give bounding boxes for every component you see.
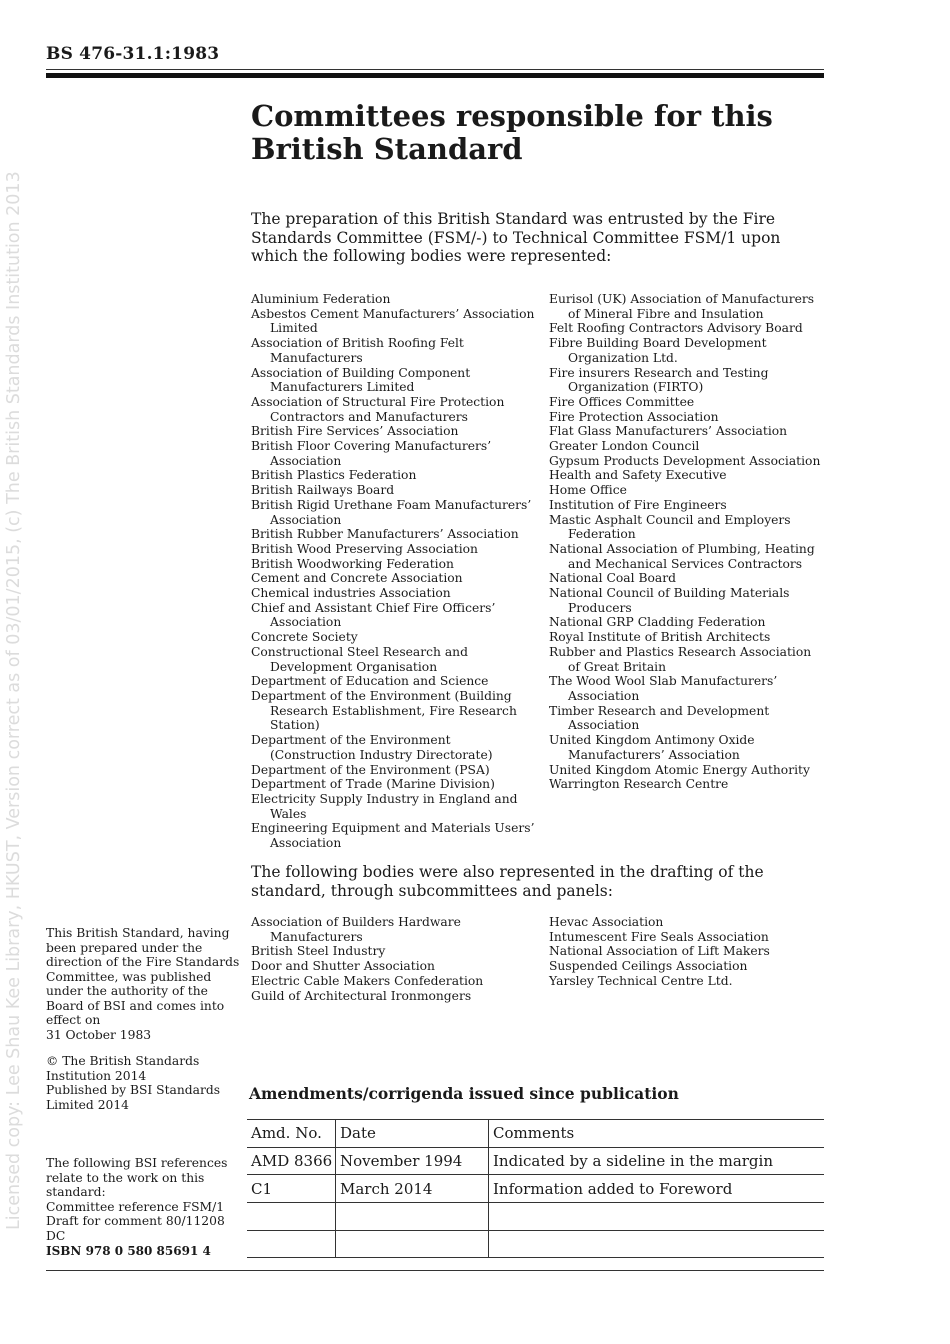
list-item: National GRP Cladding Federation [549, 615, 766, 630]
committee-reference: Committee reference FSM/1 [46, 1199, 225, 1214]
header-comments: Comments [489, 1120, 825, 1148]
list-item: Department of the Environment (PSA) [251, 762, 490, 777]
bsi-references [46, 1156, 244, 1243]
list-item: Electricity Supply Industry in England and Wales [251, 791, 518, 821]
list-item: Fire Protection Association [549, 409, 719, 424]
list-item: Department of Education and Science [251, 674, 489, 689]
date-cell [336, 1230, 489, 1258]
table-row [247, 1203, 824, 1231]
isbn: ISBN 978 0 580 85691 4 [46, 1244, 211, 1258]
draft-reference: Draft for comment 80/11208 DC [46, 1214, 225, 1243]
date-cell: March 2014 [336, 1175, 489, 1203]
list-item: Association of Building Component Manufacturers Limited [251, 365, 471, 395]
list-item: Eurisol (UK) Association of Manufacturers of Mineral Fibre and Insulation [549, 292, 815, 321]
list-item: Warrington Research Centre [549, 777, 729, 792]
list-item: Greater London Council [549, 439, 700, 454]
list-item: Institution of Fire Engineers [549, 497, 727, 512]
list-item: Constructional Steel Research and Development Organisation [251, 644, 468, 674]
amd-no-cell [247, 1230, 336, 1258]
list-item: Concrete Society [251, 630, 358, 645]
table-row [247, 1230, 824, 1258]
bodies-list-right [549, 292, 824, 792]
header-date: Date [336, 1120, 489, 1148]
list-item: Asbestos Cement Manufacturers’ Association Limited [251, 306, 535, 336]
amd-no-cell [247, 1203, 336, 1231]
list-item: Department of the Environment (Building Research Establishment, Fire Research Station) [251, 688, 517, 733]
list-item: Association of Structural Fire Protection Contractors and Manufacturers [251, 394, 505, 424]
list-item: Department of the Environment (Construction Industry Directorate) [251, 733, 493, 762]
list-item: Yarsley Technical Centre Ltd. [549, 973, 733, 988]
copyright-line: © The British Standards Institution 2014 [46, 1054, 200, 1083]
table-row [247, 1175, 824, 1203]
list-item: National Council of Building Materials Producers [549, 586, 790, 615]
list-item: The Wood Wool Slab Manufacturers’ Association [549, 674, 778, 703]
list-item: Flat Glass Manufacturers’ Association [549, 424, 788, 439]
subcommittee-bodies-right [549, 915, 824, 989]
amd-no-cell: C1 [247, 1175, 336, 1203]
list-item: Home Office [549, 483, 627, 498]
page-title-line-1: Committees responsible for this [251, 99, 773, 133]
list-item: British Floor Covering Manufacturers’ Association [251, 439, 492, 468]
list-item: Hevac Association [549, 915, 664, 929]
list-item: United Kingdom Atomic Energy Authority [549, 762, 810, 777]
license-watermark: Licensed copy: Lee Shau Kee Library, HKUST, Version correct as of 03/01/2015, (c) The British Standards Institution 2013 [4, 171, 24, 1230]
list-item: British Railways Board [251, 483, 395, 498]
list-item: British Woodworking Federation [251, 556, 454, 571]
header-thin-rule [46, 69, 824, 70]
list-item: British Rubber Manufacturers’ Association [251, 527, 519, 542]
list-item: National Coal Board [549, 571, 676, 586]
date-cell: November 1994 [336, 1147, 489, 1175]
list-item: Door and Shutter Association [251, 959, 435, 974]
publication-note-text: This British Standard, having been prepared under the direction of the Fire Standards Committee, was published under the authority of the Board of BSI and comes into effect on [46, 926, 240, 1027]
intro-paragraph: The preparation of this British Standard was entrusted by the Fire Standards Committee (FSM/-) to Technical Committee FSM/1 upon which the following bodies were represented: [251, 210, 781, 265]
list-item: Association of British Roofing Felt Manufacturers [251, 336, 464, 365]
list-item: United Kingdom Antimony Oxide Manufacturers’ Association [549, 733, 755, 762]
list-item: Chief and Assistant Chief Fire Officers’ Association [251, 600, 496, 630]
also-represented-paragraph: The following bodies were also represented in the drafting of the standard, through subcommittees and panels: [251, 863, 764, 900]
list-item: Engineering Equipment and Materials Users’ Association [251, 821, 535, 851]
list-item: Rubber and Plastics Research Association of Great Britain [549, 644, 812, 674]
list-item: Suspended Ceilings Association [549, 959, 748, 974]
effective-date: 31 October 1983 [46, 1027, 152, 1042]
comments-cell: Indicated by a sideline in the margin [489, 1147, 825, 1175]
references-intro: The following BSI references relate to the work on this standard: [46, 1156, 228, 1199]
subcommittee-bodies-left [251, 915, 536, 1003]
list-item: British Fire Services’ Association [251, 424, 459, 439]
list-item: Fire Offices Committee [549, 394, 695, 409]
list-item: National Association of Plumbing, Heating and Mechanical Services Contractors [549, 541, 815, 571]
list-item: Mastic Asphalt Council and Employers Federation [549, 512, 791, 542]
list-item: Fire insurers Research and Testing Organization (FIRTO) [549, 365, 769, 395]
copyright-note [46, 1054, 244, 1112]
amd-no-cell: AMD 8366 [247, 1147, 336, 1175]
list-item: British Steel Industry [251, 944, 386, 959]
list-item: Electric Cable Makers Confederation [251, 973, 484, 988]
list-item: Royal Institute of British Architects [549, 630, 771, 645]
amendments-title: Amendments/corrigenda issued since publication [249, 1084, 679, 1103]
list-item: Association of Builders Hardware Manufacturers [251, 915, 461, 944]
list-item: Fibre Building Board Development Organization Ltd. [549, 336, 767, 365]
list-item: Cement and Concrete Association [251, 571, 463, 586]
footer-rule [46, 1270, 824, 1271]
list-item: British Wood Preserving Association [251, 541, 478, 556]
list-item: Guild of Architectural Ironmongers [251, 988, 472, 1003]
list-item: Gypsum Products Development Association [549, 453, 821, 468]
list-item: Aluminium Federation [251, 292, 391, 306]
list-item: Health and Safety Executive [549, 468, 727, 483]
amendments-table [247, 1119, 824, 1258]
list-item: Felt Roofing Contractors Advisory Board [549, 321, 803, 336]
page-title-line-2: British Standard [251, 132, 523, 166]
comments-cell: Information added to Foreword [489, 1175, 825, 1203]
list-item: Chemical industries Association [251, 586, 451, 601]
publisher-line: Published by BSI Standards Limited 2014 [46, 1083, 221, 1112]
amendments-header-row [247, 1120, 824, 1148]
date-cell [336, 1203, 489, 1231]
list-item: National Association of Lift Makers [549, 944, 770, 959]
bodies-list-left [251, 292, 536, 851]
table-row [247, 1147, 824, 1175]
document-code: BS 476-31.1:1983 [46, 44, 220, 64]
list-item: Timber Research and Development Association [549, 703, 770, 733]
header-amd-no: Amd. No. [247, 1120, 336, 1148]
list-item: British Plastics Federation [251, 468, 417, 483]
list-item: Department of Trade (Marine Division) [251, 777, 495, 792]
list-item: British Rigid Urethane Foam Manufacturers’ Association [251, 497, 532, 527]
page-title [251, 100, 811, 166]
comments-cell [489, 1230, 825, 1258]
publication-note [46, 926, 244, 1042]
comments-cell [489, 1203, 825, 1231]
list-item: Intumescent Fire Seals Association [549, 929, 769, 944]
header-thick-rule [46, 73, 824, 78]
